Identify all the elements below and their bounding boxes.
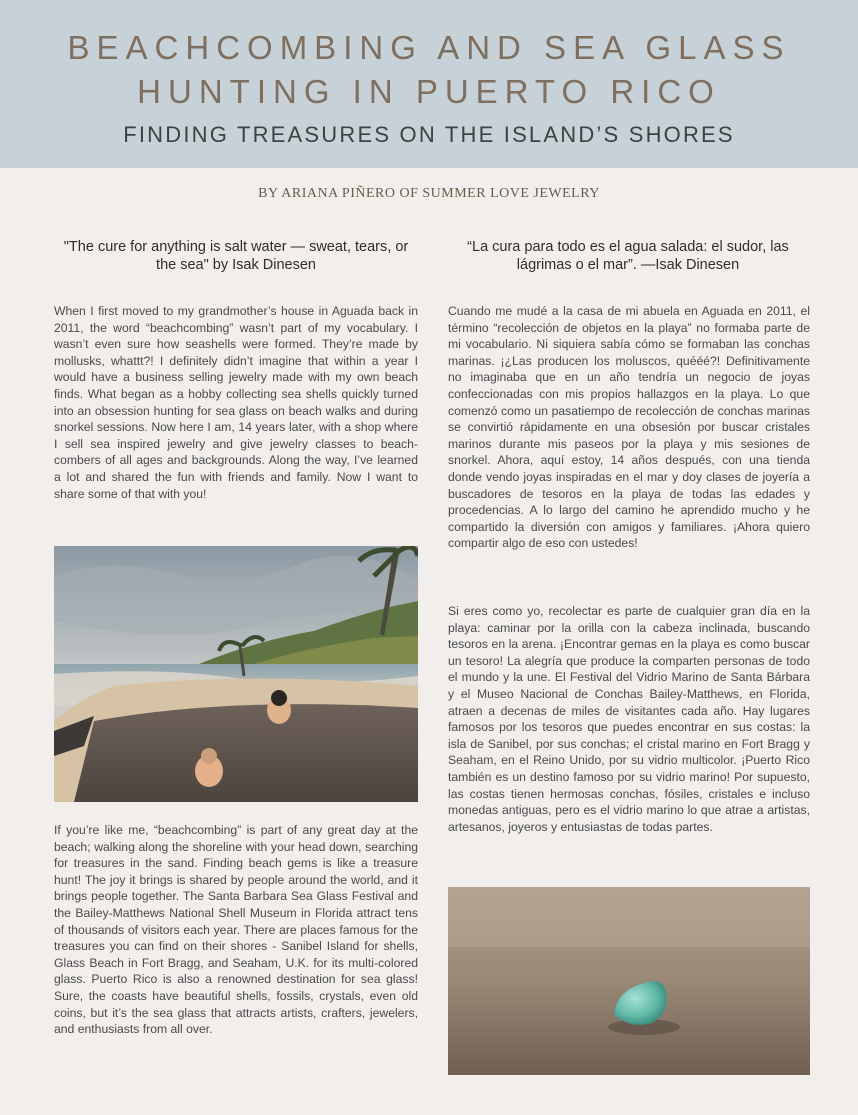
page-subtitle: FINDING TREASURES ON THE ISLAND’S SHORES — [123, 122, 735, 147]
quote-english: "The cure for anything is salt water — sweat, tears, or the sea" by Isak Dinesen — [63, 239, 409, 273]
beach-photo — [54, 546, 418, 802]
spanish-paragraph-1: Cuando me mudé a la casa de mi abuela en Aguada en 2011, el término “recolección de objetos en la playa” no formaba parte de mi vocabulario. Ni siquiera sabía cómo se formaban las conchas marinas. ¡¿Las producen los moluscos, quééé?! Definitivamente no imaginaba que en un año tendría un negocio de joyas confeccionadas con mis propios hallazgos en la playa. Lo que comenzó como un pasatiempo de recolección de conchas marinas se convirtió rápidamente en una obsesión por buscar cristales marinos durante mis paseos por la playa y mis sesiones de snorkel. Ahora, aquí estoy, 14 años después, con una tienda donde vendo joyas inspiradas en el mar y doy clases de joyería a buscadores de tesoros en la playa de todas las edades y procedencias. A lo largo del camino he aprendido mucho y he compartido la diversión con amigos y familiares. ¡Ahora quiero compartir algo de eso con ustedes! — [448, 304, 810, 551]
spanish-paragraph-2: Si eres como yo, recolectar es parte de cualquier gran día en la playa: caminar por la orilla con la cabeza inclinada, buscando tesoros en la arena. ¡Encontrar gemas en la playa es como buscar un tesoro! La alegría que produce la comparten personas de todo el mundo y la une. El Festival del Vidrio Marino de Santa Bárbara y el Museo Nacional de Conchas Bailey-Matthews, en Florida, atraen a decenas de miles de visitantes cada año. Hay lugares famosos por los tesoros que puedes encontrar en sus costas: la isla de Sanibel, por sus conchas; el cristal marino en Fort Bragg y Seaham, en el Reino Unido, por su vidrio multicolor. ¡Puerto Rico también es un destino famoso por su vidrio marino! Por supuesto, las costas tienen hermosas conchas, fósiles, cristales e incluso monedas antiguas, pero es el vidrio marino lo que atrae a artistas, artesanos, joyeros y entusiastas de todas partes. — [448, 604, 810, 834]
quote-spanish: “La cura para todo es el agua salada: el sudor, las lágrimas o el mar”. —Isak Dinesen — [467, 239, 789, 273]
byline: BY ARIANA PIÑERO OF SUMMER LOVE JEWELRY — [258, 186, 600, 201]
page-title-line-2: HUNTING IN PUERTO RICO — [137, 73, 721, 110]
sea-glass-photo — [448, 887, 810, 1075]
english-paragraph-2: If you’re like me, “beachcombing” is part of any great day at the beach; walking along the shoreline with your head down, searching for treasures in the sand. Finding beach gems is like a treasure hunt! The joy it brings is shared by people around the world, and it brings people together. The Santa Barbara Sea Glass Festival and the Bailey-Matthews National Shell Museum in Florida attract tens of thousands of visitors each year. There are places famous for the treasures you can find on their shores - Sanibel Island for shells, Glass Beach in Fort Bragg, and Seaham, U.K. for its multi-colored glass. Puerto Rico is also a renowned destination for sea glass! Sure, the coasts have beautiful shells, fossils, crystals, even old coins, but it’s the sea glass that attracts artists, crafters, jewelers, and enthusiasts from all over. — [54, 823, 418, 1037]
english-paragraph-1: When I first moved to my grandmother’s house in Aguada back in 2011, the word “beachcombing” wasn’t part of my vocabulary. I wasn’t even sure how seashells were formed. They’re made by mollusks, whattt?! I definitely didn’t imagine that within a year I would have a business selling jewelry made with my own beach finds. What began as a hobby collecting sea shells quickly turned into an obsession hunting for sea glass on beach walks and during snorkel sessions. Now here I am, 14 years later, with a shop where I sell sea inspired jewelry and give jewelry classes to beach-combers of all ages and backgrounds. Along the way, I’ve learned a lot and shared the fun with friends and family. Now I want to share some of that with you! — [54, 304, 418, 501]
page-title-line-1: BEACHCOMBING AND SEA GLASS — [67, 29, 791, 66]
